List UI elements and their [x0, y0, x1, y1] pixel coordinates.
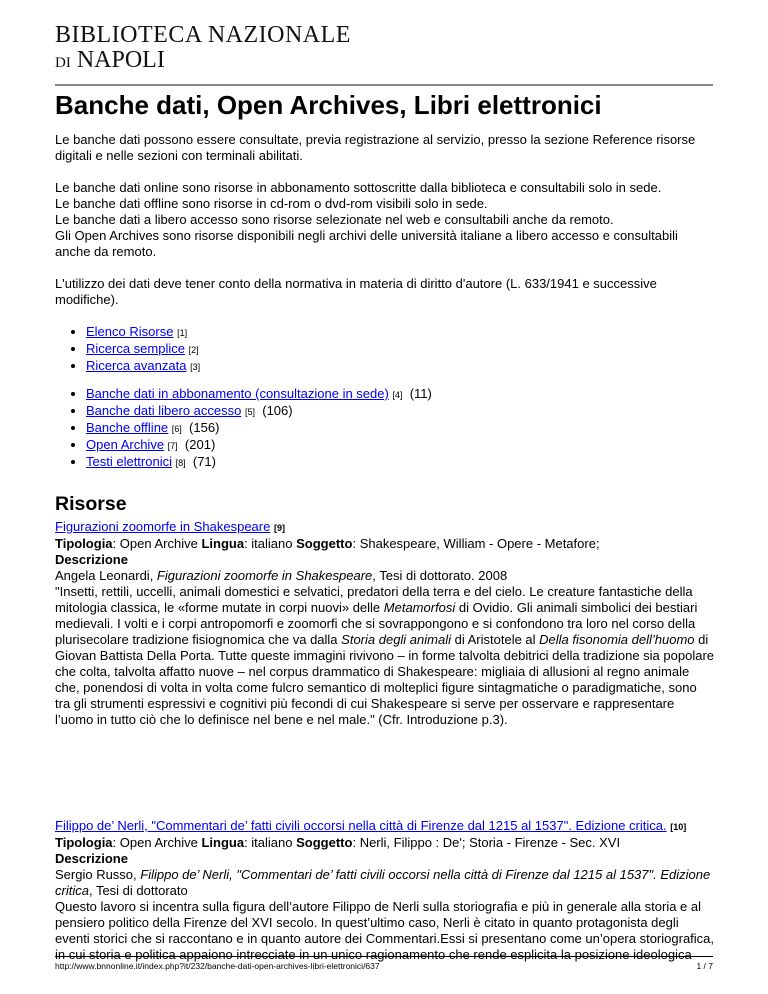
- lingua-value: italiano: [251, 536, 293, 551]
- soggetto-label: Soggetto: [296, 835, 353, 850]
- category-abbonamento-link[interactable]: Banche dati in abbonamento (consultazione in sede): [86, 386, 389, 401]
- category-count: (156): [189, 420, 220, 435]
- main-content: [55, 86, 715, 963]
- footnote-ref: [9]: [273, 523, 285, 533]
- author: Sergio Russo,: [55, 867, 141, 882]
- category-list: [55, 386, 715, 471]
- resource-citation: [55, 568, 715, 584]
- abstract-italic: Metamorfosi: [383, 600, 456, 615]
- copyright-note: L'utilizzo dei dati deve tener conto della normativa in materia di diritto d'autore (L. 633/1941 e successive modifiche).: [55, 276, 657, 307]
- work-suffix: , Tesi di dottorato: [88, 883, 188, 898]
- nav-list: [55, 324, 715, 375]
- list-item: [86, 386, 715, 403]
- footnote-ref: [1]: [177, 328, 188, 338]
- abstract-text: "Insetti, rettili, uccelli, animali domestici e selvatici, predatori della terra e del cielo. Le creature fantastiche della mitologia classica, le «forme mutate in corpi nuovi» delle: [55, 584, 693, 615]
- list-item: [86, 454, 715, 471]
- info-line: Le banche dati online sono risorse in abbonamento sottoscritte dalla biblioteca e consultabili solo in sede.: [55, 180, 662, 195]
- elenco-risorse-link[interactable]: Elenco Risorse: [86, 324, 174, 339]
- abstract-text: di Ovidio. Gli animali simbolici dei bestiari medievali. I volti e i corpi antropomorfi e zoomorfi che si sovrappongono e si confondono tra loro nel corso della plurisecolare tradizione fisiognomica che va dalla: [55, 600, 698, 647]
- resource-title-link[interactable]: Figurazioni zoomorfe in Shakespeare: [55, 519, 271, 534]
- resource-meta: Tipologia: Open Archive Lingua: italiano Soggetto: Shakespeare, William - Opere - Metafore;: [55, 536, 600, 551]
- footer-divider: [55, 956, 713, 957]
- category-count: (201): [184, 437, 216, 452]
- list-item: [86, 341, 715, 358]
- lingua-label: Lingua: [201, 835, 245, 850]
- category-count: (106): [262, 403, 293, 418]
- tipologia-value: Open Archive: [119, 536, 198, 551]
- tipologia-label: Tipologia: [55, 835, 113, 850]
- footnote-ref: [2]: [188, 345, 199, 355]
- work-suffix: , Tesi di dottorato. 2008: [372, 568, 508, 583]
- footnote-ref: [3]: [190, 362, 201, 372]
- list-item: [86, 437, 715, 454]
- resource-abstract: [55, 584, 715, 728]
- intro-paragraph: Le banche dati possono essere consultate, previa registrazione al servizio, presso la sezione Reference risorse digitali e nelle sezioni con terminali abilitati.: [55, 132, 696, 163]
- abstract-text: di Aristotele al: [451, 632, 540, 647]
- list-item: [86, 403, 715, 420]
- category-offline-link[interactable]: Banche offline: [86, 420, 169, 435]
- resource-entry: [55, 818, 715, 963]
- library-logo: [55, 22, 351, 75]
- resource-citation: [55, 867, 715, 899]
- list-item: [86, 324, 715, 341]
- tipologia-label: Tipologia: [55, 536, 113, 551]
- footnote-ref: [6]: [171, 424, 182, 434]
- logo-napoli: NAPOLI: [76, 47, 165, 73]
- list-item: [86, 420, 715, 437]
- resource-title-link[interactable]: Filippo de’ Nerli, "Commentari de’ fatti civili occorsi nella città di Firenze dal 1215 al 1537". Edizione critica.: [55, 818, 667, 833]
- logo-line1: BIBLIOTECA NAZIONALE: [55, 22, 351, 48]
- category-testi-link[interactable]: Testi elettronici: [86, 454, 172, 469]
- footnote-ref: [7]: [167, 441, 178, 451]
- author: Angela Leonardi,: [55, 568, 157, 583]
- abstract-italic: Storia degli animali: [341, 632, 451, 647]
- page-number: 1 / 7: [696, 961, 713, 971]
- lingua-label: Lingua: [201, 536, 245, 551]
- resource-abstract: Questo lavoro si incentra sulla figura dell’autore Filippo de Nerli sulla storiografia e più in generale alla storia e al pensiero politico della Firenze del XVI secolo. In quest’ultimo caso, Nerli è citato in quanto protagonista degli eventi storici che si raccontano e in quanto autore dei Commentari.Essi si presentano come un’opera storiografica, in cui storia e politica appaiono intrecciate in un unico ragionamento che rende esplicita la posizione ideologica: [55, 899, 715, 962]
- footnote-ref: [10]: [670, 822, 687, 832]
- info-line: Le banche dati a libero accesso sono risorse selezionate nel web e consultabili anche da remoto.: [55, 212, 614, 227]
- soggetto-label: Soggetto: [296, 536, 353, 551]
- info-paragraph: [55, 180, 715, 260]
- list-item: [86, 358, 715, 375]
- resource-meta: Tipologia: Open Archive Lingua: italiano Soggetto: Nerli, Filippo : De'; Storia - Firenze - Sec. XVI: [55, 835, 621, 850]
- info-line: Gli Open Archives sono risorse disponibili negli archivi delle università italiane a libero accesso e consultabili anche da remoto.: [55, 228, 678, 259]
- descrizione-label: Descrizione: [55, 851, 128, 866]
- work-title: Filippo de’ Nerli, "Commentari de’ fatti civili occorsi nella città di Firenze dal 1215 al 1537". Edizione critica: [55, 867, 711, 898]
- logo-di: DI: [55, 55, 71, 71]
- category-count: (11): [409, 386, 432, 401]
- logo-line2: [55, 48, 351, 75]
- section-title: Risorse: [55, 493, 127, 515]
- category-count: (71): [192, 454, 216, 469]
- ricerca-avanzata-link[interactable]: Ricerca avanzata: [86, 358, 187, 373]
- abstract-italic: Della fisonomia dell’huomo: [539, 632, 695, 647]
- lingua-value: italiano: [251, 835, 293, 850]
- tipologia-value: Open Archive: [119, 835, 198, 850]
- footnote-ref: [8]: [175, 458, 186, 468]
- soggetto-value: Nerli, Filippo : De'; Storia - Firenze - Sec. XVI: [359, 835, 621, 850]
- abstract-text: di Giovan Battista Della Porta. Tutte queste immagini rivivono – in forme talvolta debitrici della tradizione sia popolare che colta, talvolta affatto nuove – nel corpus drammatico di Shakespeare: migliaia di allusioni al regno animale che, ponendosi di volta in volta come fulcro semantico di molteplici figure sintagmatiche o paradigmatiche, sono tra gli strumenti espressivi e cognitivi più fecondi di cui Shakespeare si serve per osservare e rappresentare l’uomo in tutto ciò che lo definisce nel bene e nel male." (Cfr. Introduzione p.3).: [55, 632, 715, 727]
- footnote-ref: [5]: [245, 407, 256, 417]
- footnote-ref: [4]: [392, 390, 403, 400]
- category-open-archive-link[interactable]: Open Archive: [86, 437, 165, 452]
- resource-entry: [55, 519, 715, 728]
- footer-url: http://www.bnnonline.it/index.php?it/232/banche-dati-open-archives-libri-elettronici/637: [55, 961, 380, 971]
- spacer: [55, 728, 715, 818]
- work-title: Figurazioni zoomorfe in Shakespeare: [156, 568, 373, 583]
- info-line: Le banche dati offline sono risorse in cd-rom o dvd-rom visibili solo in sede.: [55, 196, 488, 211]
- category-libero-accesso-link[interactable]: Banche dati libero accesso: [86, 403, 242, 418]
- ricerca-semplice-link[interactable]: Ricerca semplice: [86, 341, 185, 356]
- descrizione-label: Descrizione: [55, 552, 128, 567]
- page-title: Banche dati, Open Archives, Libri elettronici: [55, 90, 602, 120]
- soggetto-value: Shakespeare, William - Opere - Metafore;: [359, 536, 600, 551]
